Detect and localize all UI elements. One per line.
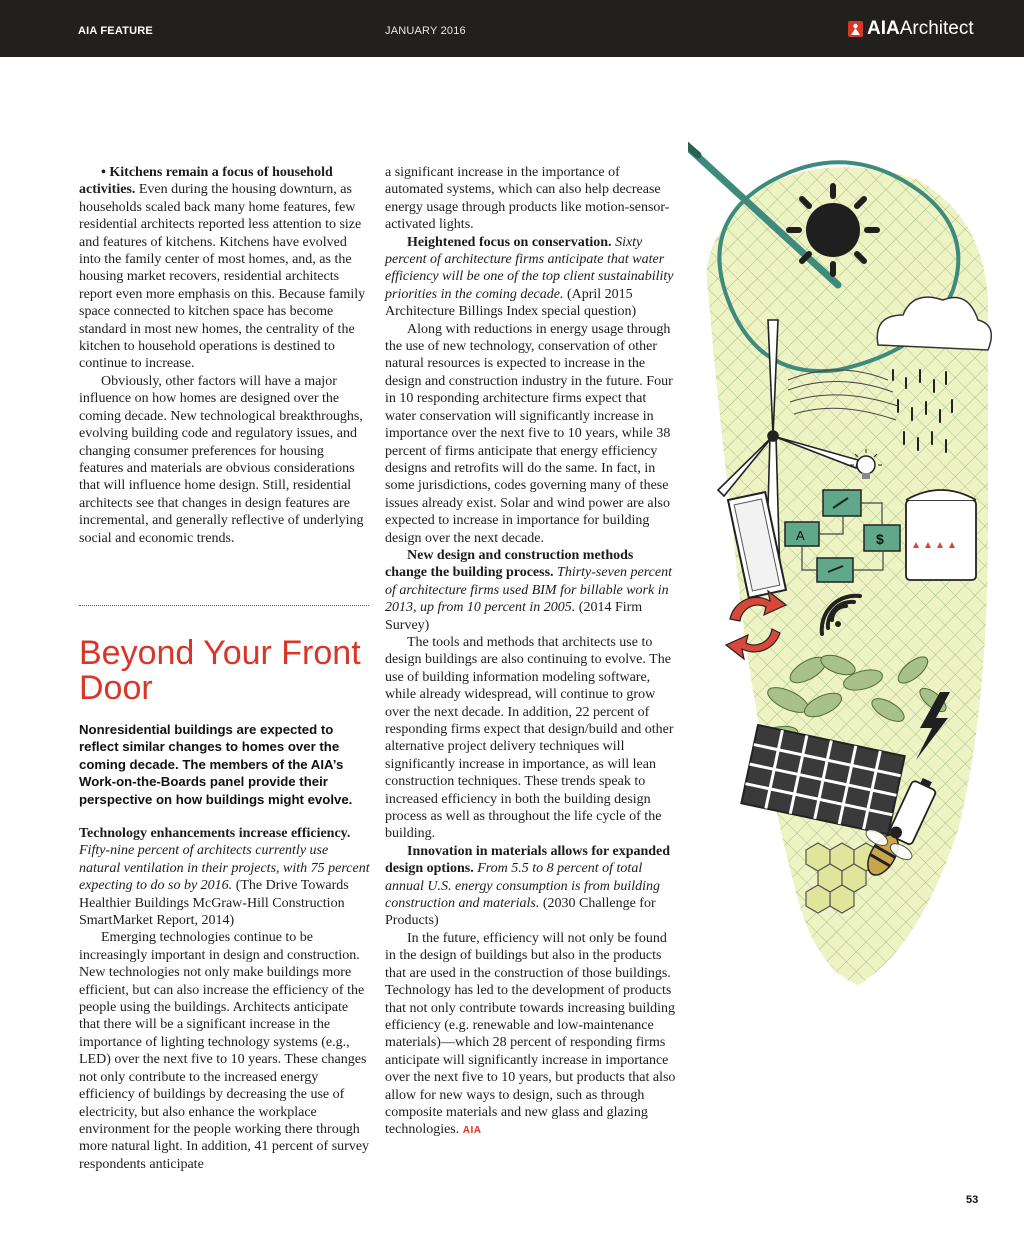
lead-methods: New design and construction methods change the building process. xyxy=(385,547,634,581)
paragraph-technology xyxy=(79,825,370,929)
panel-label-dollar: $ xyxy=(876,531,884,547)
brand-logo[interactable] xyxy=(848,18,974,40)
section-label: AIA FEATURE xyxy=(78,25,153,37)
paragraph-factors: Obviously, other factors will have a major influence on how homes are designed over the coming decade. New technological breakthroughs, evolving building code and regulatory issues, and changing consumer preferences for housing features and materials are obvious considerations that will influence home design. Still, residential architects see that changes in design features are incremental, and generally reflective of underlying social and economic trends. xyxy=(79,373,364,546)
source-technology: (The Drive Towards Healthier Buildings McGraw-Hill Construction SmartMarket Report, 2014) xyxy=(79,878,349,929)
paragraph-kitchens xyxy=(79,164,370,373)
paragraph-methods xyxy=(385,547,676,634)
water-tank-icon xyxy=(906,490,976,580)
section-headline: Beyond Your Front Door xyxy=(79,634,361,707)
stat-conservation: Sixty percent of architecture firms anticipate that water efficiency will be one of the top client sustainability priorities in the coming decade. xyxy=(385,234,674,302)
lead-conservation: Heightened focus on conservation. xyxy=(407,234,612,250)
page-number: 53 xyxy=(966,1194,979,1206)
column-1-lower xyxy=(79,825,370,1173)
issue-date: JANUARY 2016 xyxy=(385,25,466,37)
brand-aia: AIA xyxy=(867,18,900,39)
lead-kitchens: • Kitchens remain a focus of household activities. xyxy=(79,165,333,198)
paragraph-automated: a significant increase in the importance of automated systems, which can also help decrease energy usage through products like motion-sensor-activated lights. xyxy=(385,165,670,233)
stat-materials: From 5.5 to 8 percent of total annual U.S. energy consumption is from building construction and materials. xyxy=(385,861,661,912)
paragraph-materials xyxy=(385,843,676,930)
end-mark: AIA xyxy=(462,1125,482,1137)
aia-logo-icon xyxy=(848,21,863,37)
section-deck: Nonresidential buildings are expected to reflect similar changes to homes over the coming decade. The members of the AIA’s Work-on-the-Boards panel provide their perspective on how buildings might evolve. xyxy=(79,722,353,807)
body-future: In the future, efficiency will not only be found in the design of buildings but also in the products that are used in the construction of those buildings. Technology has led to the development of products that not only contribute towards increasing building efficiency (e.g. renewable and low-maintenance materials)—which 28 percent of responding firms anticipate will significantly increase in importance over the next five to 10 years, but products that also allow for new ways to design, such as through composite materials and new glass and glazing technologies. xyxy=(385,930,676,1138)
source-methods: (2014 Firm Survey) xyxy=(385,600,643,633)
panel-label-a: A xyxy=(796,528,805,543)
body-kitchens: Even during the housing downturn, as households scaled back many home features, few residential architects reported less attention to size and features of kitchens. Kitchens have evolved into the family center of most homes, and, as the housing market recovers, residential architects report even more emphasis on this. Because family space connected to kitchen space has become standard in most new homes, the centrality of the kitchen to household operations is destined to continue to increase. xyxy=(79,182,366,372)
net-illustration xyxy=(688,110,1008,990)
paragraph-resources: Along with reductions in energy usage through the use of new technology, conservation of other natural resources is expected to increase in the design and construction industry in the future. Four in 10 responding architecture firms expect that water conservation will significantly increase in importance over the next five to 10 years, while 38 percent of firms anticipate that energy efficiency designs and retrofits will do the same. In fact, in some jurisdictions, codes governing many of these issues already exist. Solar and wind power are also expected to increase in importance for building design over the next decade. xyxy=(385,321,673,546)
paragraph-future xyxy=(385,930,676,1140)
column-1 xyxy=(79,164,370,547)
column-2 xyxy=(385,164,676,1140)
brand-architect: Architect xyxy=(899,18,974,39)
stat-methods: Thirty-seven percent of architecture firms used BIM for billable work in 2013, up from 10 percent in 2005. xyxy=(385,565,672,616)
header-bar xyxy=(0,0,1024,57)
stat-technology: Fifty-nine percent of architects currently use natural ventilation in their projects, with 75 percent expecting to do so by 2016. xyxy=(79,843,370,894)
lead-materials: Innovation in materials allows for expanded design options. xyxy=(385,843,671,877)
paragraph-emerging: Emerging technologies continue to be increasingly important in design and construction. New technologies not only make buildings more efficient, but can also increase the efficiency of the people using the buildings. Architects anticipate that there will be a significant increase in the importance of lighting technology systems (e.g., LED) over the next five to 10 years. These changes not only contribute to the increased energy efficiency of buildings by decreasing the use of electricity, but also enhance the workplace environment for the people working there through more natural light. In addition, 41 percent of survey respondents anticipate xyxy=(79,930,370,1172)
source-conservation: (April 2015 Architecture Billings Index special question) xyxy=(385,286,637,320)
source-materials: (2030 Challenge for Products) xyxy=(385,896,656,929)
paragraph-conservation xyxy=(385,234,676,321)
paragraph-tools: The tools and methods that architects use to design buildings are also continuing to evolve. The use of building information modeling software, while already widespread, will continue to grow over the next decade. In addition, 22 percent of responding firms expect that design/build and other alternative project delivery techniques will significantly increase in importance, as will lean construction techniques. These trends speak to increased efficiency in both the building design process as well as throughout the life cycle of the building. xyxy=(385,634,674,842)
section-divider xyxy=(79,605,369,606)
lead-technology: Technology enhancements increase efficiency. xyxy=(79,826,351,841)
